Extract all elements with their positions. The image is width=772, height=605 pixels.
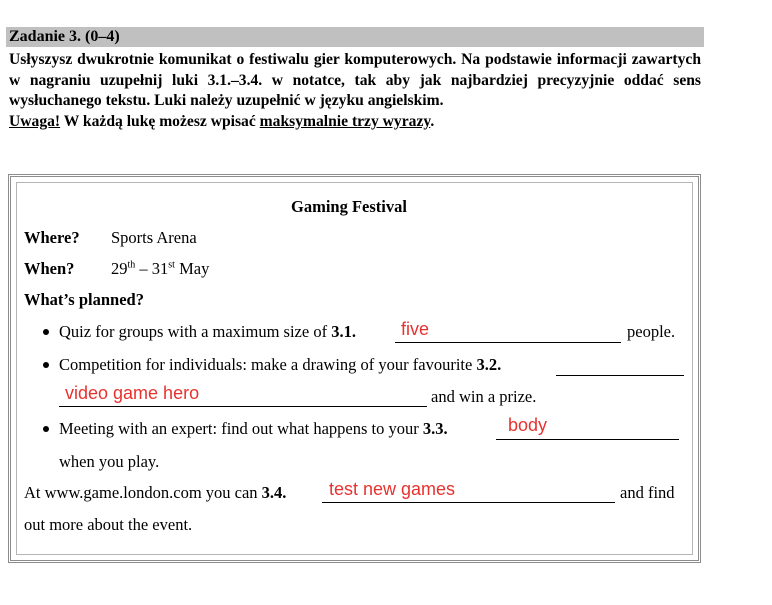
blank-3-1[interactable] (395, 342, 621, 343)
answer-3-3: body (508, 415, 548, 435)
when-value (111, 259, 209, 279)
when-day-start: 29 (111, 259, 128, 278)
item3-line (59, 419, 448, 439)
final-end-2: out more about the event. (24, 515, 193, 534)
when-dash: – 31 (135, 259, 169, 278)
item2-number: 3.2. (476, 355, 502, 374)
final-end: and find (620, 483, 675, 502)
task-title: Zadanie 3. (0–4) (9, 28, 120, 45)
answer-3-2: video game hero (65, 383, 200, 403)
when-sup-end: st (168, 259, 175, 271)
item3-number: 3.3. (422, 419, 448, 438)
warning-line (9, 112, 701, 133)
warning-text: W każdą lukę możesz wpisać (60, 112, 260, 130)
where-value: Sports Arena (111, 228, 197, 247)
final-number: 3.4. (261, 483, 287, 502)
bullet-1 (43, 329, 49, 335)
final-line (24, 483, 286, 503)
answer-3-4: test new games (329, 479, 456, 499)
task-header (6, 27, 704, 47)
item2-text: Competition for individuals: make a drawing of your favourite (59, 355, 477, 374)
item3-end: when you play. (59, 452, 160, 471)
instructions (9, 50, 701, 132)
final-text: At www.game.london.com you can (24, 483, 262, 502)
when-label: When? (24, 259, 75, 278)
item2-end: and win a prize. (431, 387, 537, 406)
blank-3-3[interactable] (496, 439, 679, 440)
where-label: Where? (24, 228, 80, 247)
planned-label: What’s planned? (24, 290, 144, 309)
bullet-2 (43, 362, 49, 368)
blank-3-4[interactable] (322, 502, 615, 503)
note-box (8, 174, 701, 563)
when-sup-start: th (127, 259, 136, 271)
item1-text: Quiz for groups with a maximum size of (59, 322, 332, 341)
when-month: May (174, 259, 210, 278)
note-title: Gaming Festival (291, 197, 407, 216)
item1-line (59, 322, 356, 342)
instruction-paragraph: Usłyszysz dwukrotnie komunikat o festiwalu gier komputerowych. Na podstawie informacji zawartych w nagraniu uzupełnij luki 3.1.–3.4. w notatce, tak aby jak najbardziej precyzyjnie oddać sens wysłuchanego tekstu. Luki należy uzupełnić w języku angielskim. (9, 51, 701, 109)
warning-end: . (430, 112, 435, 130)
warning-emphasis: maksymalnie trzy wyrazy (259, 112, 431, 130)
answer-3-1: five (401, 319, 430, 339)
warning-label: Uwaga! (9, 112, 61, 130)
blank-3-2-line1[interactable] (556, 375, 684, 376)
item2-line (59, 355, 501, 375)
item3-text: Meeting with an expert: find out what happens to your (59, 419, 423, 438)
blank-3-2-line2[interactable] (59, 406, 427, 407)
item1-number: 3.1. (331, 322, 356, 341)
bullet-3 (43, 426, 49, 432)
item1-end: people. (627, 322, 676, 341)
